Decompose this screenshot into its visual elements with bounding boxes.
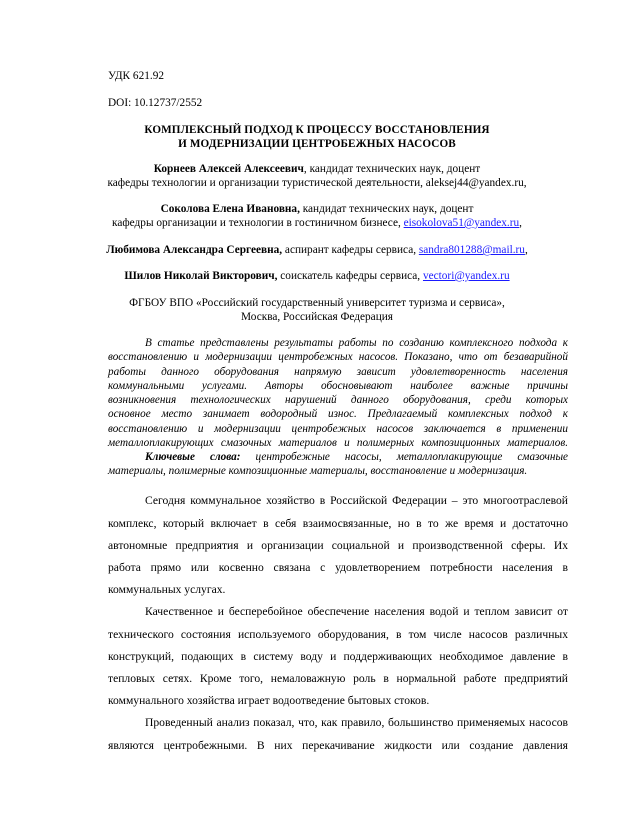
author-2-affiliation xyxy=(0,217,634,230)
author-4-email-link[interactable]: vectori@yandex.ru xyxy=(422,270,510,282)
keywords-line-1 xyxy=(145,451,568,464)
author-4 xyxy=(0,270,634,283)
body-line: технического состояния используемого оборудования, в том числе насосов различных xyxy=(108,628,568,641)
keywords-label: Ключевые слова: xyxy=(145,451,241,463)
title-line-1: КОМПЛЕКСНЫЙ ПОДХОД К ПРОЦЕССУ ВОССТАНОВЛЕНИЯ xyxy=(144,124,490,136)
author-3-tail: , xyxy=(524,244,528,256)
author-3-role: аспирант кафедры сервиса, xyxy=(282,244,419,256)
author-2-name: Соколова Елена Ивановна, xyxy=(160,203,300,215)
title-line-2: И МОДЕРНИЗАЦИИ ЦЕНТРОБЕЖНЫХ НАСОСОВ xyxy=(178,138,456,150)
author-4-role: соискатель кафедры сервиса, xyxy=(277,270,423,282)
author-2-role: кандидат технических наук, доцент xyxy=(299,203,474,215)
keywords-line-2: материалы, полимерные композиционные материалы, восстановление и модернизация. xyxy=(108,465,528,477)
body-line: Сегодня коммунальное хозяйство в Российской Федерации – это многоотраслевой xyxy=(145,494,568,507)
udc-code: УДК 621.92 xyxy=(108,70,164,82)
body-line: тепловых сетях. Кроме того, немаловажную роль в нормальной работе предприятий xyxy=(108,672,568,685)
author-1-role: , кандидат технических наук, доцент xyxy=(303,163,481,175)
abstract-line: восстановлению и модернизации центробежных насосов. Показано, что от безаварийной xyxy=(108,351,568,363)
body-line: Качественное и бесперебойное обеспечение населения водой и теплом зависит от xyxy=(145,605,568,618)
keywords-text-1: центробежные насосы, металлоплакирующие смазочные xyxy=(240,451,568,463)
author-2 xyxy=(0,203,634,216)
author-4-name: Шилов Николай Викторович, xyxy=(124,270,278,282)
body-line: конструкций, подающих в систему воду и поддерживающих необходимое давление в xyxy=(108,650,568,663)
body-line: Проведенный анализ показал, что, как правило, большинство применяемых насосов xyxy=(145,716,568,729)
author-3-name: Любимова Александра Сергеевна, xyxy=(106,244,283,256)
author-1-name: Корнеев Алексей Алексеевич xyxy=(153,163,304,175)
author-2-tail: , xyxy=(519,217,522,229)
author-3-email-link[interactable]: sandra801288@mail.ru xyxy=(418,244,525,256)
author-1-affiliation: кафедры технологии и организации туристической деятельности, aleksej44@yandex.ru, xyxy=(107,177,527,189)
body-line: автономные предприятия и организации социальной и производственной сферы. Их xyxy=(108,539,568,552)
author-2-email-link[interactable]: eisokolova51@yandex.ru xyxy=(403,217,520,229)
abstract-line: металлоплакирующих смазочных материалов и полимерных композиционных материалов. xyxy=(108,437,568,449)
doi: DOI: 10.12737/2552 xyxy=(108,97,203,109)
body-line: коммунального хозяйства играет водоотведение бытовых стоков. xyxy=(108,694,430,707)
body-line: коммунальных услугах. xyxy=(108,583,226,596)
body-line: являются центробежными. В них перекачивание жидкости или создание давления xyxy=(108,739,568,752)
author-3 xyxy=(0,244,634,257)
abstract-line: коммунальными услугами. Авторы обосновывают наиболее важные причины xyxy=(108,380,568,392)
body-line: работа прямо или косвенно связана с удовлетворением потребности населения в xyxy=(108,561,568,574)
abstract-line: основное место занимает водородный износ. Предлагаемый комплексных подход к xyxy=(108,408,568,420)
abstract-line: восстановлению и модернизации центробежных насосов заключается в применении xyxy=(108,423,568,435)
abstract-line: работы данного оборудования напрямую зависит удовлетворенность населения xyxy=(108,366,568,378)
affiliation-line-2: Москва, Российская Федерация xyxy=(241,311,393,323)
author-2-dept: кафедры организации и технологии в гостиничном бизнесе, xyxy=(112,217,404,229)
affiliation-line-1: ФГБОУ ВПО «Российский государственный университет туризма и сервиса», xyxy=(129,297,505,309)
body-line: комплекс, который включает в себя взаимосвязанные, но в то же время и достаточно xyxy=(108,517,568,530)
abstract-line: возникновения технологических нарушений данного оборудования, среди которых xyxy=(108,394,568,406)
abstract-line: В статье представлены результаты работы по созданию комплексного подхода к xyxy=(145,337,568,349)
author-1 xyxy=(0,163,634,176)
